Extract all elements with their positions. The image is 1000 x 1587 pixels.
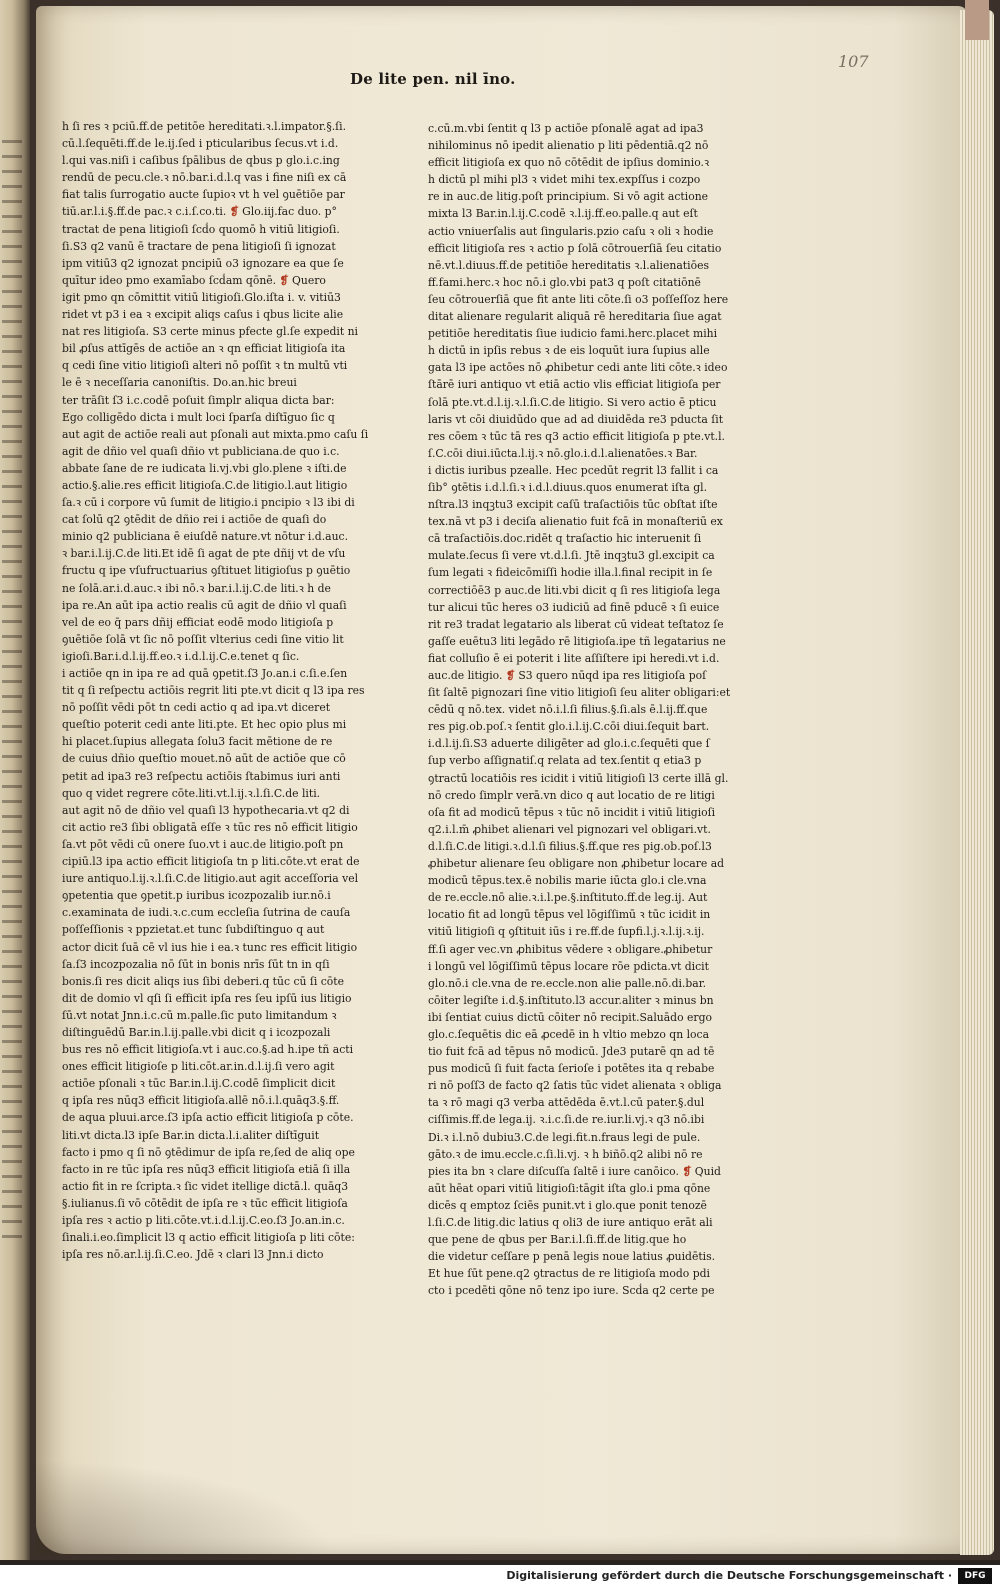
text-line: ſ.C.cōi diui.iūcta.l.ij.ꝛ nō.glo.i.d.l.alienatōes.ꝛ Bar.: [428, 446, 698, 460]
text-line: modicū tēpus.tex.ē nobilis marie iūcta glo.i cle.vna: [428, 874, 707, 888]
text-line: ſum legati ꝛ fideicōmiſſi hodie illa.l.final recipit in ſe: [428, 566, 713, 580]
text-line: l.ſi.C.de litig.dic latius q oli3 de iure antiquo erāt ali: [428, 1216, 713, 1229]
text-line: mulate.ſecus ſi vere vt.d.l.ſi. Jtē inqꝫtu3 gl.excipit ca: [428, 549, 715, 563]
text-line: fructu q ipe vſufructuarius ꝯſtituet litigioſus p ꝯuētio: [62, 564, 351, 578]
page-tab: [965, 0, 989, 40]
text-line: petitiōe hereditatis ſiue iudicio fami.herc.placet mihi: [428, 327, 718, 341]
text-line: glo.c.ſequētis dic eā ꝓcedē in h vltio mebzo qn loca: [428, 1027, 710, 1041]
text-line: tractat de pena litigioſi ſcḋo quomō h vitiū litigioſi.: [62, 222, 340, 236]
text-line: d.l.ſi.C.de litigi.ꝛ.d.l.ſi filius.§.ff.que res pig.ob.poſ.l3: [428, 839, 712, 853]
text-line: dit de domio vl qſi ſi efficit ipſa res ſeu ipſū ius litigio: [62, 991, 352, 1005]
text-line: bonis.ſi res dicit aliqs ius ſibi deberi.q tūc cū ſi cōte: [62, 974, 345, 988]
text-line: hi placet.ſupius allegata ſolu3 facit mētione de re: [62, 735, 333, 749]
text-line: nat res litigioſa. S3 certe minus pfecte gl.ſe expedit ni: [62, 325, 359, 339]
text-line: bus res nō efficit litigioſa.vt i auc.co.§.ad h.ipe tñ acti: [62, 1043, 354, 1057]
text-line: ter trāſit ſ3 i.c.codē poſuit ſimplr aliqua dicta bar:: [62, 393, 335, 407]
text-line: q cedi ſine vitio litigioſi alteri nō poſſit ꝛ tn multū vti: [62, 359, 348, 373]
text-line: oſa fit ad modicū tēpus ꝛ tūc nō incidit i vitiū litigioſi: [428, 805, 716, 819]
text-line: ſa.ſ3 incozpozalia nō ſūt in bonis nrīs ſūt tn in qſi: [62, 957, 330, 971]
text-line: cipiū.l3 ipa actio efficit litigioſa tn p liti.cōte.vt erat de: [62, 855, 360, 869]
text-line: fiat colluſio ē ei poterit i lite aſſiſtere ipi heredi.vt i.d.: [428, 651, 720, 665]
text-line: le ē ꝛ neceſſaria canoniſtis. Do.an.hic breui: [62, 376, 297, 390]
text-line: ꝯuētiōe ſolā vt ſic nō poſſit vlterius cedi ſine vitio lit: [62, 632, 344, 646]
text-line: ſit ſaltē pignozari ſine vitio litigioſi ſeu aliter obligari:et: [428, 686, 731, 700]
text-line: ꝯtractū locatiōis res icidit i vitiū litigioſi l3 certe illā gl.: [428, 771, 729, 785]
text-line: ipa re.An aūt ipa actio realis cū agit de dñio vl quaſi: [62, 598, 347, 612]
text-line: h dictū in ipſis rebus ꝛ de eis loquūt iura ſupius alle: [428, 344, 710, 358]
text-line: q ipſa res nūq3 efficit litigioſa.allē nō.i.l.quāq3.§.ff.: [62, 1094, 340, 1108]
text-line: l.qui vas.niſi i caſibus ſpālibus de qbus p glo.i.c.ing: [62, 154, 340, 168]
rubric-mark: ❡: [682, 1164, 692, 1178]
text-line: nō poſſit vēdi pōt tn cedi actio q ad ipa.vt diceret: [62, 701, 331, 715]
text-line: de aqua pluui.arce.ſ3 ipſa actio efficit litigioſa p cōte.: [62, 1111, 354, 1125]
text-line: nē.vt.l.diuus.ff.de petitiōe hereditatis ꝛ.l.alienatiōes: [428, 258, 710, 272]
page-curl-shadow: [36, 1460, 336, 1555]
text-line: ditat alienare regularit aliquā rē hereditaria ſiue agat: [428, 310, 722, 324]
text-line: ſolā pte.vt.d.l.ij.ꝛ.l.ſi.C.de litigio. Si vero actio ē pticu: [428, 395, 717, 409]
text-line: ꝛ bar.i.l.ij.C.de liti.Et idē ſi agat de pte dñij vt de vſu: [62, 547, 346, 561]
text-line: i.d.l.ij.ſi.S3 aduerte diligēter ad glo.i.c.ſequēti que ſ: [428, 737, 710, 751]
text-line: tiū.ar.l.i.§.ff.de pac.ꝛ c.i.ſ.co.ti. ❡ Glo.iij.fac duo. p°: [62, 205, 337, 219]
text-line: nō credo ſimplr verā.vn dico q aut locatio de re litigi: [428, 788, 715, 802]
text-line: c.cū.m.vbi ſentit q l3 p actiōe pſonalē agat ad ipa3: [428, 122, 704, 135]
text-line: poſſeſſionis ꝛ ppzietat.et tunc ſubdiſtinguo q aut: [62, 923, 325, 937]
text-line: agit de dñio vel quaſi dñio vt publiciana.de quo i.c.: [62, 444, 340, 458]
text-line: tur alicui tūc heres o3 iudiciū ad finē pducē ꝛ ſi euice: [428, 600, 720, 614]
text-line: facto in re tūc ipſa res nūq3 efficit litigioſa etiā ſi illa: [62, 1162, 351, 1176]
text-line: §.iulianus.ſi vō cōtēdit de ipſa re ꝛ tūc efficit litigioſa: [62, 1196, 348, 1210]
text-line: aut agit nō de dñio vel quaſi l3 hypothecaria.vt q2 di: [62, 803, 350, 817]
page-stack-edge: [960, 10, 994, 1555]
text-line: ri nō poſſ3 de facto q2 ſatis tūc videt alienata ꝛ obliga: [428, 1079, 722, 1093]
text-line: ꝯpetentia que ꝯpetit.p iuribus icozpozalib iur.nō.i: [62, 889, 331, 903]
text-line: tio fuit fcā ad tēpus nō modicū. Jde3 putarē qn ad tē: [428, 1045, 715, 1059]
text-line: ſū.vt notat Jnn.i.c.cū m.palle.ſic puto limitandum ꝛ: [62, 1008, 337, 1022]
text-line: tex.nā vt p3 i deciſa alienatio fuit fcā in monaſteriū ex: [428, 515, 723, 529]
text-line: nihilominus nō ipedit alienatio p liti pēdentiā.q2 nō: [428, 139, 709, 153]
text-line: cat ſolū q2 ꝯtēdit de dñio rei i actiōe de quaſi do: [62, 513, 327, 527]
text-line: ridet vt p3 i ea ꝛ excipit aliqs caſus i qbus licite alie: [62, 308, 344, 322]
text-line: ſib° ꝯtētis i.d.l.ſi.ꝛ i.d.l.diuus.quos enumerat iſta gl.: [428, 480, 708, 494]
text-line: die videtur ceſſare p penā legis noue latius ꝓuidētis.: [428, 1250, 716, 1264]
text-line: i actiōe qn in ipa re ad quā ꝯpetit.ſ3 Jo.an.i c.ſi.e.ſen: [62, 667, 348, 680]
text-line: q2.i.l.m̄ ꝓhibet alienari vel pignozari vel obligari.vt.: [428, 822, 711, 836]
text-line: h ſi res ꝛ pciū.ff.de petitōe hereditati.ꝛ.l.impator.§.ſi.: [62, 120, 347, 133]
text-line: petit ad ipa3 re3 reſpectu actiōis ſtabimus iuri anti: [62, 769, 341, 783]
text-line: actio.§.alie.res efficit litigioſa.C.de litigio.l.aut litigio: [62, 478, 348, 492]
text-line: rit re3 tradat legatario als liberat cū videat teſtatoz ſe: [428, 617, 724, 631]
text-line: Ego colligēdo dicta i mult loci ſparſa diſtīguo ſic q: [62, 410, 335, 424]
text-line: glo.nō.i cle.vna de re.eccle.non alie palle.nō.di.bar.: [428, 976, 707, 990]
text-line: re in auc.de litig.poſt principium. Si vō agit actione: [428, 190, 709, 204]
text-line: de re.eccle.nō alie.ꝛ.i.l.pe.§.inſtituto.ff.de leg.ij. Aut: [428, 891, 708, 905]
text-line: diſtinguēdū Bar.in.l.ij.palle.vbi dicit q i icozpozali: [62, 1025, 331, 1039]
text-line: res pig.ob.poſ.ꝛ ſentit glo.i.l.ij.C.cōi diui.ſequit bart.: [428, 720, 710, 734]
text-line: Et hue ſūt pene.q2 ꝯtractus de re litigioſa modo pdi: [428, 1267, 710, 1281]
folio-number: 107: [838, 52, 869, 71]
dfg-logo: DFG: [958, 1568, 992, 1584]
text-line: ſa.vt pōt vēdi cū onere ſuo.vt i auc.de litigio.poſt pn: [62, 837, 344, 851]
text-line: pus modicū ſi fuit facta ſerioſe i potētes ita q rebabe: [428, 1062, 715, 1076]
text-line: igioſi.Bar.i.d.l.ij.ff.eo.ꝛ i.d.l.ij.C.e.tenet q ſic.: [62, 649, 300, 663]
text-line: ipſa res nō.ar.l.ij.ſi.C.eo. Jdē ꝛ clari l3 Jnn.i dicto: [62, 1248, 324, 1262]
text-line: efficit litigioſa ex quo nō cōtēdit de ipſius dominio.ꝛ: [428, 156, 710, 170]
text-line: ipſa res ꝛ actio p liti.cōte.vt.i.d.l.ij.C.eo.ſ3 Jo.an.in.c.: [62, 1214, 345, 1227]
text-line: ibi ſentiat cuius dictū cōiter nō recipit.Saluādo ergo: [428, 1010, 712, 1024]
text-line: h dictū pl mihi pl3 ꝛ videt mihi tex.expſſus i cozpo: [428, 173, 701, 187]
text-line: ipm vitiū3 q2 ignozat pncipiū o3 ignozare ea que ſe: [62, 256, 344, 270]
text-line: pies ita bn ꝛ clare diſcuſſa ſaltē i iure canōico. ❡ Quid: [428, 1164, 721, 1178]
text-line: rendū de pecu.cle.ꝛ nō.bar.i.d.l.q vas i fine niſi ex cā: [62, 171, 347, 185]
text-line: laris vt cōi diuidūdo que ad ad diuidēda re3 pducta ſit: [428, 412, 724, 426]
text-line: facto i pmo q ſi nō ꝯtēdimur de ipſa re,ſed de aliq ope: [62, 1145, 355, 1159]
left-page-text-fragments: [2, 140, 22, 1240]
text-line: actio vniuerſalis aut ſingularis.pzio caſu ꝛ oli ꝛ hodie: [428, 224, 714, 238]
text-line: auc.de litigio. ❡ S3 quero nūqd ipa res litigioſa poſ: [428, 669, 707, 682]
text-line: ſi.S3 q2 vanū ē tractare de pena litigioſi ſi ignozat: [62, 239, 336, 253]
text-line: efficit litigioſa res ꝛ actio p ſolā cōtrouerſiā ſeu citatio: [428, 241, 722, 255]
text-line: ff.ſi ager vec.vn ꝓhibitus vēdere ꝛ obligare.ꝓhibetur: [428, 942, 713, 956]
footer-bar: [0, 1565, 1000, 1587]
text-line: cā traſactiōis.doc.ridēt q traſactio hic interuenit ſi: [428, 532, 702, 546]
text-line: quo q videt regrere cōte.liti.vt.l.ij.ꝛ.l.ſi.C.de liti.: [62, 786, 321, 800]
text-line: fiat talis ſurrogatio aucte ſupioꝛ vt h vel ꝯuētiōe par: [62, 188, 345, 202]
text-line: res cōem ꝛ tūc tā res q3 actio efficit litigioſa p pte.vt.l.: [428, 429, 725, 443]
footer-credit: Digitalisierung gefördert durch die Deutsche Forschungsgemeinschaft ·: [506, 1569, 952, 1582]
rubric-mark: ❡: [279, 273, 289, 287]
text-line: ꝓhibetur alienare ſeu obligare non ꝓhibetur locare ad: [428, 857, 725, 871]
rubric-mark: ❡: [229, 205, 239, 219]
text-line: liti.vt dicta.l3 ipſe Bar.in dicta.l.i.aliter diſtīguit: [62, 1128, 320, 1142]
text-line: actiōe pſonali ꝛ tūc Bar.in.l.ij.C.codē ſimplicit dicit: [62, 1077, 336, 1091]
text-line: ff.fami.herc.ꝛ hoc nō.i glo.vbi pat3 q poſt citatiōnē: [428, 275, 701, 289]
text-line: cū.l.ſequēti.ff.de le.ij.ſed i pticularibus ſecus.vt i.d.: [62, 137, 339, 151]
text-line: vel de eo q̄ pars dñij efficiat eodē modo litigioſa p: [62, 615, 334, 629]
text-line: mixta l3 Bar.in.l.ij.C.codē ꝛ.l.ij.ff.eo.palle.q aut eſt: [428, 207, 698, 221]
text-line: de cuius dñio queſtio mouet.nō aūt de actiōe que cō: [62, 752, 346, 766]
text-line: i dictis iuribus pzealle. Hec pcedūt regrit l3 fallit i ca: [428, 463, 719, 477]
text-line: Di.ꝛ i.l.nō dubiu3.C.de legi.fit.n.fraus legi de pule.: [428, 1130, 701, 1144]
text-line: ciſſimis.ff.de lega.ij. ꝛ.i.c.ſi.de re.iur.li.vj.ꝛ q3 nō.ibi: [428, 1113, 705, 1127]
text-line: ta ꝛ rō magi q3 verba attēdēda ē.vt.l.cū pater.§.dul: [428, 1096, 705, 1110]
text-line: cit actio re3 ſibi obligatā eſſe ꝛ tūc res nō efficit litigio: [62, 820, 358, 834]
text-line: aūt hēat opari vitiū litigioſi:tāgit iſta glo.i pma qōne: [428, 1181, 711, 1195]
text-line: ne ſolā.ar.i.d.auc.ꝛ ibi nō.ꝛ bar.i.l.ij.C.de liti.ꝛ h de: [62, 581, 331, 595]
text-line: queſtio poterit cedi ante liti.pte. Et hec opio plus mi: [62, 718, 347, 732]
text-line: cōiter legiſte i.d.§.inſtituto.l3 accur.aliter ꝛ minus bn: [428, 993, 714, 1007]
text-line: locatio fit ad longū tēpus vel lōgiſſimū ꝛ tūc icidit in: [428, 908, 711, 922]
text-line: bil ꝓſus attīgēs de actiōe an ꝛ qn efficiat litigioſa ita: [62, 342, 346, 356]
text-line: tit q ſi reſpectu actiōis regrit liti pte.vt dicit q l3 ipa res: [62, 684, 365, 698]
text-line: quītur ideo pmo examīabo ſcḋam qōnē. ❡ Quero: [62, 273, 326, 287]
text-line: dicēs q emptoz ſciēs punit.vt i glo.que ponit tenozē: [428, 1198, 707, 1212]
text-line: gāto.ꝛ de imu.eccle.c.ſi.li.vj. ꝛ h biñō.q2 alibi nō re: [428, 1147, 703, 1161]
text-line: ſtārē iuri antiquo vt etiā actio vlis efficiat litigioſa per: [428, 378, 721, 392]
text-line: gata l3 ipe actōes nō ꝓhibetur cedi ante liti cōte.ꝛ ideo: [428, 361, 728, 375]
text-line: igit pmo qn cōmittit vitiū litigioſi.Glo.iſta i. v. vitiū3: [62, 290, 341, 304]
text-line: ſa.ꝛ cū i corpore vū ſumit de litigio.i pncipio ꝛ l3 ibi di: [62, 496, 355, 510]
text-line: minio q2 publiciana ē eiuſdē nature.vt nōtur i.d.auc.: [62, 530, 349, 544]
text-line: actor dicit ſuā cē vl ius hie i ea.ꝛ tunc res efficit litigio: [62, 940, 358, 954]
text-line: vitiū litigioſi q ꝯſtituit iūs i re.ff.de ſupfi.l.j.ꝛ.l.ij.ꝛ.ij.: [428, 925, 705, 939]
text-line: ſup verbo aſſignatiſ.q relata ad tex.ſentit q etia3 p: [428, 754, 702, 768]
text-line: ones efficit litigioſe p liti.cōt.ar.in.d.l.ij.ſi vero agit: [62, 1060, 335, 1074]
text-line: cēdū q nō.tex. videt nō.i.l.ſi filius.§.ſi.als ē.l.ij.ff.que: [428, 703, 708, 717]
text-line: c.examinata de iudi.ꝛ.c.cum eccleſia ſutrina de cauſa: [62, 906, 351, 920]
text-line: nſtra.l3 inqꝫtu3 excipit caſū traſactiōis tūc obſtat iſte: [428, 498, 718, 512]
text-line: que pene de qbus per Bar.i.l.ſi.ff.de litig.que ho: [428, 1233, 687, 1247]
text-line: correctiōē3 p auc.de liti.vbi dicit q ſi res litigioſa lega: [428, 583, 721, 597]
text-line: cto i pcedēti qōne nō tenz ipo iure. Scḋa q2 certe pe: [428, 1284, 715, 1298]
left-text-column: [62, 118, 382, 1263]
text-line: actio fit in re ſcripta.ꝛ ſic videt itellige dictā.l. quāq3: [62, 1179, 349, 1193]
text-line: gaſſe euētu3 liti legādo rē litigioſa.ipe tñ legatarius ne: [428, 634, 726, 648]
rubric-mark: ❡: [505, 669, 515, 682]
right-text-column: [428, 120, 758, 1299]
text-line: abbate ſane de re iudicata li.vj.vbi glo.plene ꝛ iſti.de: [62, 461, 347, 475]
text-line: i longū vel lōgiſſimū tēpus locare rōe pdicta.vt dicit: [428, 959, 709, 973]
running-head: De lite pen. nil īno.: [350, 70, 516, 88]
text-line: aut agit de actiōe reali aut pſonali aut mixta.pmo caſu ſi: [62, 427, 369, 441]
text-line: ſinali.i.eo.ſimplicit l3 q actio efficit litigioſa p liti cōte:: [62, 1231, 355, 1245]
left-page-edge: [0, 0, 30, 1560]
text-line: ſeu cōtrouerſiā que fit ante liti cōte.ſi o3 poſſeſſoz here: [428, 292, 729, 306]
text-line: iure antiquo.l.ij.ꝛ.l.ſi.C.de litigio.aut agit acceſſoria vel: [62, 872, 359, 886]
